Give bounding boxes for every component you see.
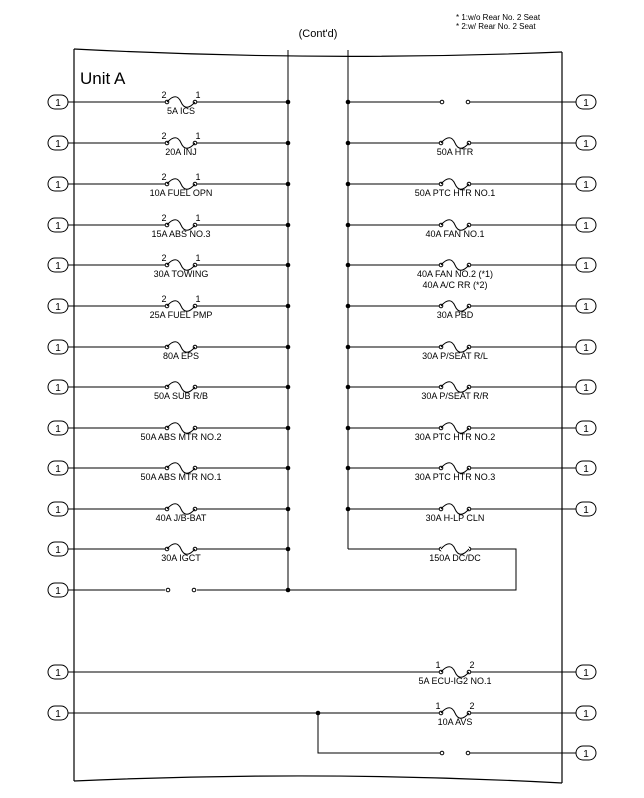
- pin-number: 2: [469, 660, 475, 670]
- pin-number: 2: [161, 131, 167, 141]
- connector-label: 1: [583, 424, 589, 435]
- connector-label: 1: [583, 139, 589, 150]
- connector-label: 1: [55, 383, 61, 394]
- connector-label: 1: [55, 424, 61, 435]
- fuse-label-right-alt: 40A A/C RR (*2): [422, 280, 488, 290]
- pin-number: 2: [161, 294, 167, 304]
- note-1: * 1:w/o Rear No. 2 Seat: [456, 13, 541, 22]
- pin-number: 1: [195, 294, 201, 304]
- fuse-label-left: 15A ABS NO.3: [151, 229, 211, 239]
- pin-number: 1: [435, 660, 441, 670]
- pin-number: 2: [161, 253, 167, 263]
- connector-label: 1: [55, 98, 61, 109]
- fuse-label-left: 10A FUEL OPN: [149, 188, 213, 198]
- fuse-label-right: 40A FAN NO.1: [425, 229, 485, 239]
- connector-label: 1: [583, 464, 589, 475]
- connector-label: 1: [583, 98, 589, 109]
- fuse-label-right: 40A FAN NO.2 (*1): [416, 269, 494, 279]
- fuse-label-left: 50A ABS MTR NO.2: [140, 432, 222, 442]
- connector-label: 1: [55, 302, 61, 313]
- connector-label: 1: [55, 343, 61, 354]
- connector-label: 1: [583, 343, 589, 354]
- connector-label: 1: [55, 261, 61, 272]
- pin-number: 1: [195, 172, 201, 182]
- connector-label: 1: [55, 464, 61, 475]
- contd-label: (Cont'd): [298, 28, 338, 40]
- pin-number: 2: [469, 701, 475, 711]
- fuse-label-left: 20A INJ: [165, 147, 197, 157]
- fuse-label-left: 30A IGCT: [161, 553, 201, 563]
- note-2: * 2:w/ Rear No. 2 Seat: [456, 22, 536, 31]
- fuse-label-right: 50A PTC HTR NO.1: [414, 188, 496, 198]
- connector-label: 1: [583, 709, 589, 720]
- fuse-label-left: 30A TOWING: [153, 269, 209, 279]
- fuse-label-bottom: 5A ECU-IG2 NO.1: [418, 676, 492, 686]
- fuse-label-right: 30A PTC HTR NO.3: [414, 472, 496, 482]
- connector-label: 1: [55, 586, 61, 597]
- fuse-label-left: 5A ICS: [166, 106, 196, 116]
- connector-label: 1: [583, 221, 589, 232]
- pin-number: 1: [435, 701, 441, 711]
- fuse-label-left: 40A J/B-BAT: [155, 513, 207, 523]
- pin-number: 2: [161, 213, 167, 223]
- connector-label: 1: [583, 668, 589, 679]
- fuse-label-right: 30A PTC HTR NO.2: [414, 432, 496, 442]
- connector-label: 1: [55, 221, 61, 232]
- connector-label: 1: [583, 383, 589, 394]
- pin-number: 1: [195, 213, 201, 223]
- connector-label: 1: [55, 139, 61, 150]
- fuse-label-left: 50A SUB R/B: [153, 391, 209, 401]
- connector-label: 1: [55, 709, 61, 720]
- fuse-label-right: 30A P/SEAT R/L: [422, 351, 488, 361]
- fuse-label-dcdc: 150A DC/DC: [429, 553, 481, 563]
- fuse-label-right: 30A PBD: [436, 310, 474, 320]
- connector-label: 1: [583, 261, 589, 272]
- fuse-label-bottom: 10A AVS: [437, 717, 473, 727]
- pin-number: 1: [195, 131, 201, 141]
- connector-label: 1: [55, 668, 61, 679]
- connector-label: 1: [55, 505, 61, 516]
- fuse-label-right: 50A HTR: [436, 147, 474, 157]
- connector-label: 1: [583, 302, 589, 313]
- connector-label: 1: [583, 180, 589, 191]
- connector-label: 1: [583, 505, 589, 516]
- fuse-label-right: 30A H-LP CLN: [425, 513, 485, 523]
- pin-number: 2: [161, 90, 167, 100]
- fuse-label-left: 50A ABS MTR NO.1: [140, 472, 222, 482]
- connector-label: 1: [55, 180, 61, 191]
- fuse-label-left: 80A EPS: [162, 351, 200, 361]
- unit-title: Unit A: [80, 69, 126, 88]
- connector-label: 1: [583, 749, 589, 760]
- pin-number: 1: [195, 253, 201, 263]
- pin-number: 1: [195, 90, 201, 100]
- fuse-label-left: 25A FUEL PMP: [149, 310, 213, 320]
- connector-label: 1: [55, 545, 61, 556]
- fuse-label-right: 30A P/SEAT R/R: [421, 391, 489, 401]
- pin-number: 2: [161, 172, 167, 182]
